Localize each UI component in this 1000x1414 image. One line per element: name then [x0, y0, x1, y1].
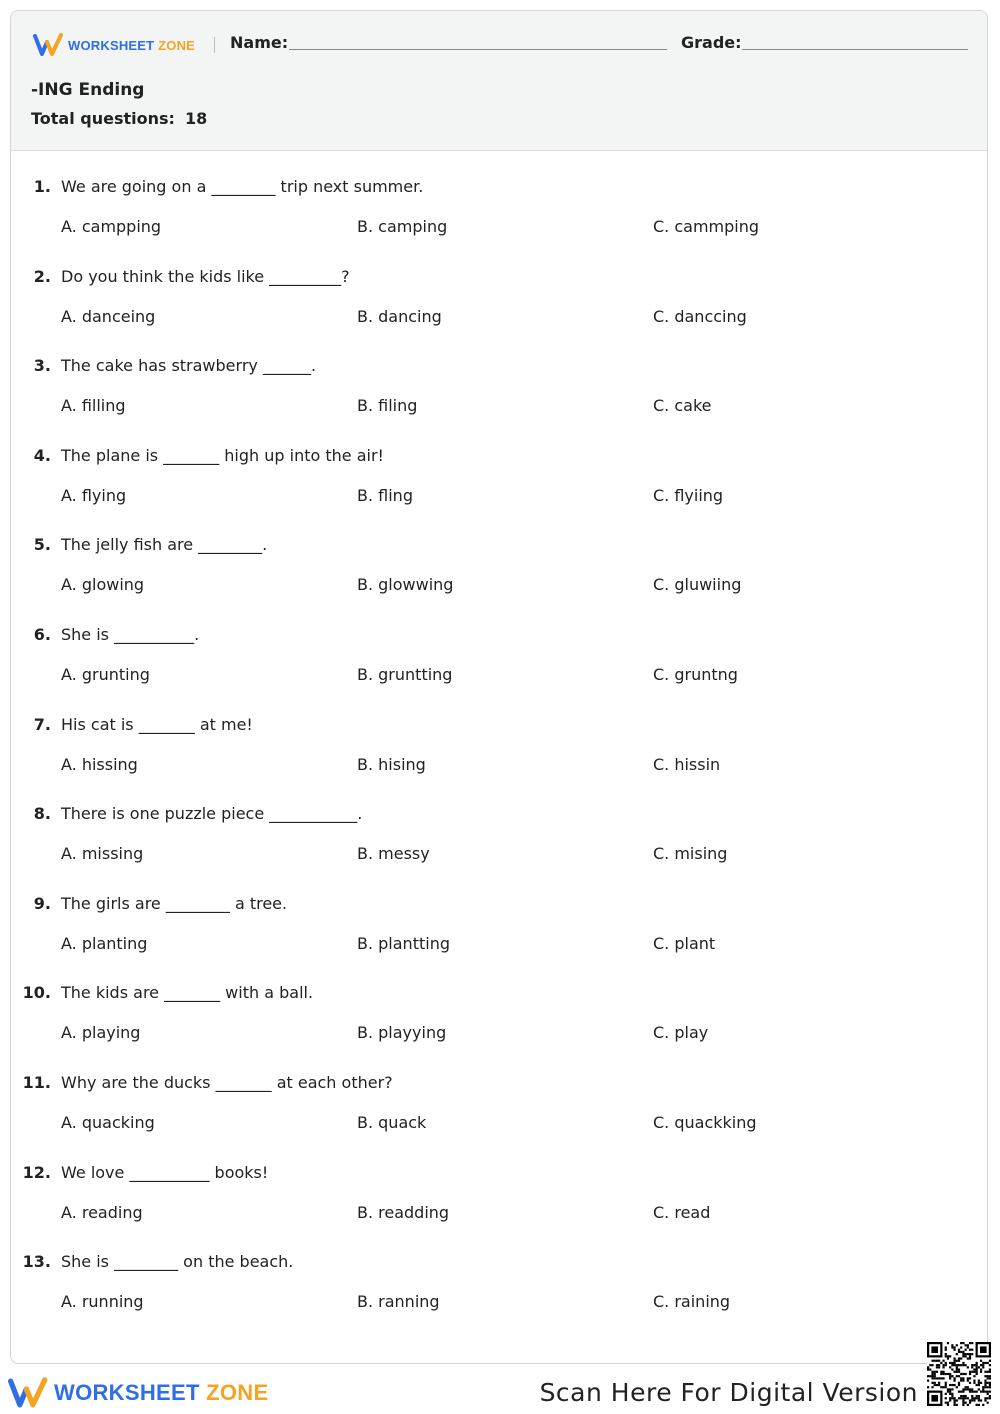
grade-label: Grade:	[681, 33, 742, 52]
option-a[interactable]: A. campping	[61, 217, 162, 236]
question-number: 7.	[33, 714, 51, 734]
question-number: 1.	[33, 177, 51, 196]
total-questions-count: 18	[184, 109, 208, 128]
question-item	[11, 151, 987, 241]
question-number: 12.	[22, 1162, 51, 1182]
option-a[interactable]: A. playing	[61, 1023, 141, 1043]
option-c[interactable]: C. quackking	[653, 1113, 757, 1132]
worksheet-page	[10, 10, 988, 1364]
scan-text: Scan Here For Digital Version	[539, 1378, 918, 1407]
option-b[interactable]: B. filing	[357, 396, 418, 416]
name-field[interactable]	[289, 49, 667, 50]
option-b[interactable]: B. messy	[357, 844, 430, 864]
worksheet-title: -ING Ending	[31, 80, 145, 100]
option-c[interactable]: C. gluwiing	[653, 575, 742, 595]
question-text: The plane is _______ high up into the air!	[61, 445, 384, 465]
option-a[interactable]: A. grunting	[61, 665, 150, 684]
question-item	[11, 868, 987, 958]
header-brand	[33, 33, 195, 57]
brand-part1: WORKSHEET	[68, 37, 155, 53]
question-text: The girls are ________ a tree.	[61, 893, 288, 913]
name-label: Name:	[230, 33, 289, 52]
option-a[interactable]: A. filling	[61, 396, 126, 416]
question-number: 3.	[33, 356, 51, 376]
question-number: 10.	[22, 983, 51, 1003]
option-a[interactable]: A. missing	[61, 844, 144, 864]
question-number: 8.	[33, 804, 51, 824]
footer-brand	[8, 1376, 268, 1410]
option-c[interactable]: C. cake	[653, 396, 712, 416]
footer-brand-part1: WORKSHEET	[54, 1380, 200, 1405]
question-item	[11, 420, 987, 510]
question-item	[11, 241, 987, 331]
question-number: 6.	[33, 625, 51, 644]
question-text: She is __________.	[61, 625, 200, 644]
option-c[interactable]: C. raining	[653, 1292, 731, 1312]
question-number: 4.	[33, 445, 51, 465]
option-a[interactable]: A. flying	[61, 485, 127, 505]
option-c[interactable]: C. danccing	[653, 306, 747, 326]
question-text: We love __________ books!	[61, 1162, 269, 1182]
question-item	[11, 957, 987, 1047]
option-a[interactable]: A. hissing	[61, 754, 138, 774]
option-a[interactable]: A. planting	[61, 933, 148, 953]
question-text: Do you think the kids like _________?	[61, 266, 350, 286]
option-c[interactable]: C. gruntng	[653, 665, 738, 684]
footer-brand-part2: ZONE	[206, 1380, 269, 1405]
question-item	[11, 689, 987, 779]
question-text: Why are the ducks _______ at each other?	[61, 1073, 393, 1092]
question-item	[11, 509, 987, 599]
option-a[interactable]: A. danceing	[61, 306, 156, 326]
option-b[interactable]: B. fling	[357, 485, 413, 505]
option-a[interactable]: A. glowing	[61, 575, 145, 595]
grade-field[interactable]	[742, 49, 968, 50]
question-item	[11, 1226, 987, 1316]
option-a[interactable]: A. running	[61, 1292, 144, 1312]
question-text: The jelly fish are ________.	[61, 535, 268, 555]
question-number: 13.	[22, 1252, 51, 1272]
worksheet-zone-logo-icon	[8, 1376, 50, 1410]
option-b[interactable]: B. camping	[357, 217, 448, 236]
option-b[interactable]: B. dancing	[357, 306, 442, 326]
option-c[interactable]: C. hissin	[653, 754, 721, 774]
question-item	[11, 1047, 987, 1137]
option-c[interactable]: C. mising	[653, 844, 728, 864]
qr-code-icon[interactable]	[927, 1342, 991, 1406]
option-c[interactable]: C. read	[653, 1202, 711, 1222]
question-text: She is ________ on the beach.	[61, 1252, 294, 1272]
question-number: 2.	[33, 266, 51, 286]
option-a[interactable]: A. reading	[61, 1202, 143, 1222]
total-questions-label: Total questions:	[31, 109, 175, 128]
option-b[interactable]: B. hising	[357, 754, 426, 774]
question-text: We are going on a ________ trip next summer.	[61, 177, 424, 196]
question-text: The cake has strawberry ______.	[61, 356, 317, 376]
option-b[interactable]: B. plantting	[357, 933, 450, 953]
option-b[interactable]: B. readding	[357, 1202, 450, 1222]
option-b[interactable]: B. playying	[357, 1023, 447, 1043]
option-c[interactable]: C. plant	[653, 933, 716, 953]
question-text: His cat is _______ at me!	[61, 714, 253, 734]
option-b[interactable]: B. ranning	[357, 1292, 440, 1312]
option-c[interactable]: C. flyiing	[653, 485, 724, 505]
brand-part2: ZONE	[158, 37, 196, 53]
option-b[interactable]: B. glowwing	[357, 575, 454, 595]
question-number: 11.	[22, 1073, 51, 1092]
worksheet-header	[11, 11, 987, 151]
option-a[interactable]: A. quacking	[61, 1113, 155, 1132]
question-item	[11, 1137, 987, 1227]
question-text: The kids are _______ with a ball.	[61, 983, 314, 1003]
question-number: 5.	[33, 535, 51, 555]
question-text: There is one puzzle piece ___________.	[61, 804, 363, 824]
question-item	[11, 778, 987, 868]
option-c[interactable]: C. cammping	[653, 217, 760, 236]
header-divider	[214, 37, 215, 53]
option-b[interactable]: B. gruntting	[357, 665, 453, 684]
option-c[interactable]: C. play	[653, 1023, 709, 1043]
question-number: 9.	[33, 893, 51, 913]
option-b[interactable]: B. quack	[357, 1113, 427, 1132]
total-questions	[31, 109, 207, 128]
question-item	[11, 599, 987, 689]
question-item	[11, 330, 987, 420]
worksheet-zone-logo-icon	[33, 33, 65, 57]
